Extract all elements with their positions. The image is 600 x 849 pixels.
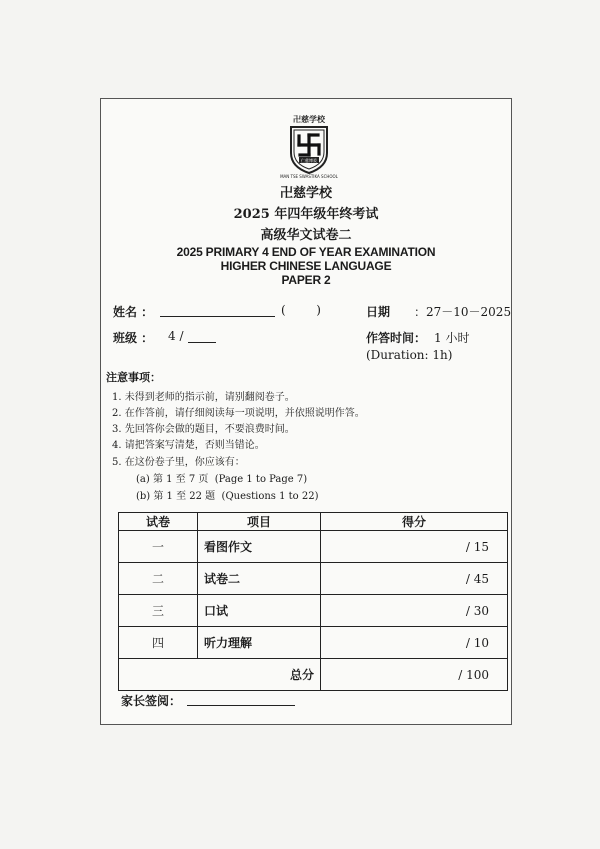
svg-text:卍慈学校: 卍慈学校 (293, 114, 325, 124)
item-cell: 听力理解 (198, 627, 321, 659)
note-sub-b: (b) 第 1 至 22 题 (Questions 1 to 22) (136, 491, 319, 502)
school-crest-icon (280, 113, 338, 179)
table-row (119, 531, 508, 563)
class-input-line[interactable] (188, 342, 216, 343)
date-value: ：27－10－2025 (414, 305, 512, 319)
class-label: 班级 ： (113, 331, 154, 345)
time-label: 作答时间： (366, 331, 427, 345)
table-row (119, 627, 508, 659)
paper-cell: 二 (119, 563, 198, 595)
note-item: 1. 未得到老师的指示前，请别翻阅卷子。 (112, 392, 295, 403)
note-sub-a: (a) 第 1 至 7 页 (Page 1 to Page 7) (136, 474, 308, 485)
note-item: 2. 在作答前，请仔细阅读每一项说明，并依照说明作答。 (112, 408, 365, 419)
paper-cell: 四 (119, 627, 198, 659)
item-cell: 试卷二 (198, 563, 321, 595)
note-item: 3. 先回答你会做的题目，不要浪费时间。 (112, 424, 295, 435)
exam-title-cn: 2025 年四年级年终考试 (233, 207, 379, 222)
svg-text:MAN TSE SWASTIKA SCHOOL: MAN TSE SWASTIKA SCHOOL (280, 174, 338, 179)
item-cell: 看图作文 (198, 531, 321, 563)
paper-cell: 一 (119, 531, 198, 563)
paper-cell: 三 (119, 595, 198, 627)
score-cell[interactable]: / 15 (321, 531, 508, 563)
school-name: 卍慈学校 (279, 186, 332, 201)
item-cell: 口试 (198, 595, 321, 627)
header-item: 项目 (198, 513, 321, 531)
header-paper: 试卷 (119, 513, 198, 531)
note-item: 5. 在这份卷子里，你应该有： (112, 457, 245, 468)
svg-text:仁慈博爱: 仁慈博爱 (301, 158, 317, 163)
name-label: 姓名 ： (113, 305, 154, 319)
total-row (119, 659, 508, 691)
subject-title-cn: 高级华文试卷二 (260, 228, 352, 243)
score-cell[interactable]: / 45 (321, 563, 508, 595)
total-label: 总分 (119, 659, 321, 691)
index-number-bracket: ( ) (281, 303, 321, 317)
table-header-row (119, 513, 508, 531)
exam-title-en: 2025 PRIMARY 4 END OF YEAR EXAMINATION (176, 245, 436, 259)
parent-signature-line[interactable] (187, 705, 295, 706)
class-value: 4 / (168, 329, 184, 343)
table-row (119, 595, 508, 627)
duration-en: (Duration: 1h) (366, 348, 453, 362)
table-row (119, 563, 508, 595)
parent-signature-label: 家长签阅： (121, 694, 182, 708)
paper-number-en: PAPER 2 (281, 273, 331, 287)
note-item: 4. 请把答案写清楚，否则当错论。 (112, 440, 265, 451)
total-score-cell[interactable]: / 100 (321, 659, 508, 691)
subject-title-en: HIGHER CHINESE LANGUAGE (220, 259, 392, 273)
date-label: 日期 (366, 305, 391, 319)
score-cell[interactable]: / 10 (321, 627, 508, 659)
score-table (118, 512, 508, 691)
notes-heading: 注意事项： (106, 371, 161, 384)
time-value: 1 小时 (434, 331, 470, 345)
name-input-line[interactable] (160, 316, 275, 317)
header-score: 得分 (321, 513, 508, 531)
score-cell[interactable]: / 30 (321, 595, 508, 627)
